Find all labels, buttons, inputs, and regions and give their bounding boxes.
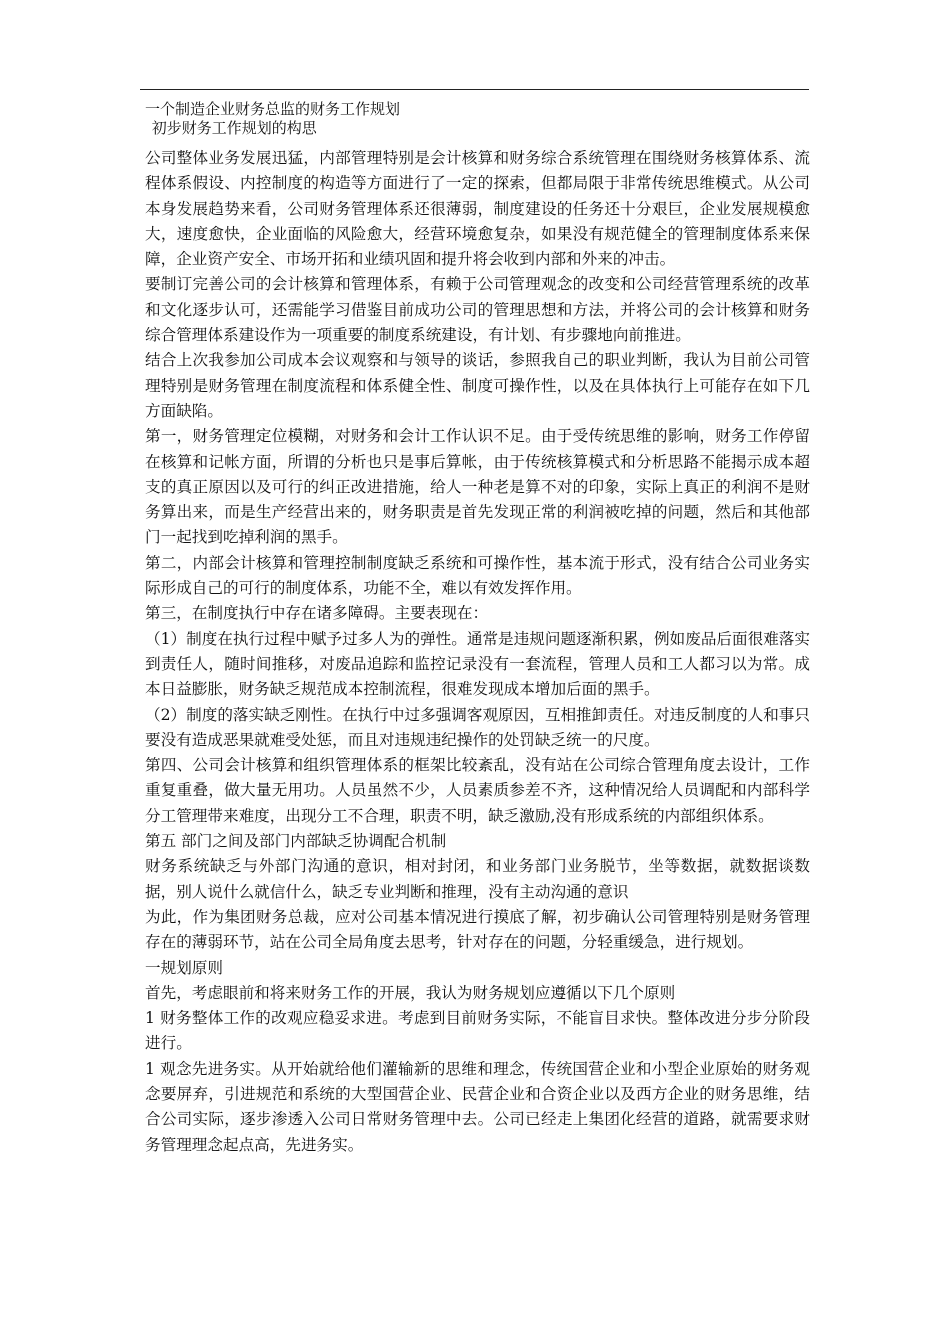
- document-body: [145, 100, 810, 1158]
- paragraph: 公司整体业务发展迅猛，内部管理特别是会计核算和财务综合系统管理在围绕财务核算体系、流程体系假设、内控制度的构造等方面进行了一定的探索，但都局限于非常传统思维模式。从公司本身发展趋势来看，公司财务管理体系还很薄弱，制度建设的任务还十分艰巨，企业发展规模愈大，速度愈快，企业面临的风险愈大，经营环境愈复杂，如果没有规范健全的管理制度体系来保障，企业资产安全、市场开拓和业绩巩固和提升将会收到内部和外来的冲击。: [145, 149, 810, 269]
- document-subtitle: 初步财务工作规划的构思: [151, 119, 317, 137]
- paragraph: 第四、公司会计核算和组织管理体系的框架比较紊乱，没有站在公司综合管理角度去设计，工作重复重叠，做大量无用功。人员虽然不少，人员素质参差不齐，这种情况给人员调配和内部科学分工管理带来难度，出现分工不合理，职责不明，缺乏激励,没有形成系统的内部组织体系。: [145, 756, 810, 825]
- header-rule: [140, 89, 809, 90]
- paragraph: 第三，在制度执行中存在诸多障碍。主要表现在：: [145, 604, 489, 623]
- paragraph: 第一，财务管理定位模糊，对财务和会计工作认识不足。由于受传统思维的影响，财务工作停留在核算和记帐方面，所谓的分析也只是事后算帐，由于传统核算模式和分析思路不能揭示成本超支的真正原因以及可行的纠正改进措施，给人一种老是算不对的印象，实际上真正的利润不是财务算出来，而是生产经营出来的，财务职责是首先发现正常的利润被吃掉的问题，然后和其他部门一起找到吃掉利润的黑手。: [145, 427, 810, 547]
- paragraph: 结合上次我参加公司成本会议观察和与领导的谈话，参照我自己的职业判断，我认为目前公司管理特别是财务管理在制度流程和体系健全性、制度可操作性，以及在具体执行上可能存在如下几方面缺陷。: [145, 351, 810, 420]
- document-title: 一个制造企业财务总监的财务工作规划: [145, 100, 401, 118]
- paragraph: （1）制度在执行过程中赋予过多人为的弹性。通常是违规问题逐渐积累，例如废品后面很难落实到责任人，随时间推移，对废品追踪和监控记录没有一套流程，管理人员和工人都习以为常。成本日益膨胀，财务缺乏规范成本控制流程，很难发现成本增加后面的黑手。: [145, 629, 810, 699]
- paragraph: 第二，内部会计核算和管理控制制度缺乏系统和可操作性，基本流于形式，没有结合公司业务实际形成自己的可行的制度体系，功能不全，难以有效发挥作用。: [145, 553, 810, 598]
- paragraph: 要制订完善公司的会计核算和管理体系，有赖于公司管理观念的改变和公司经营管理系统的改革和文化逐步认可，还需能学习借鉴目前成功公司的管理思想和方法，并将公司的会计核算和财务综合管理体系建设作为一项重要的制度系统建设，有计划、有步骤地向前推进。: [145, 275, 810, 345]
- paragraph: 1 观念先进务实。从开始就给他们灌输新的思维和理念，传统国营企业和小型企业原始的财务观念要屏弃，引进规范和系统的大型国营企业、民营企业和合资企业以及西方企业的财务思维，结合公司实际，逐步渗透入公司日常财务管理中去。公司已经走上集团化经营的道路，就需要求财务管理理念起点高，先进务实。: [145, 1059, 810, 1154]
- section-heading: 第五 部门之间及部门内部缺乏协调配合机制: [145, 832, 447, 851]
- paragraph: 财务系统缺乏与外部门沟通的意识，相对封闭，和业务部门业务脱节，坐等数据，就数据谈数据，别人说什么就信什么，缺乏专业判断和推理，没有主动沟通的意识: [145, 857, 810, 901]
- paragraph: 首先，考虑眼前和将来财务工作的开展，我认为财务规划应遵循以下几个原则: [145, 983, 676, 1002]
- paragraph: （2）制度的落实缺乏刚性。在执行中过多强调客观原因，互相推卸责任。对违反制度的人和事只要没有造成恶果就难受处惩，而且对违规违纪操作的处罚缺乏统一的尺度。: [145, 705, 810, 749]
- paragraph: 为此，作为集团财务总裁，应对公司基本情况进行摸底了解，初步确认公司管理特别是财务管理存在的薄弱环节，站在公司全局角度去思考，针对存在的问题，分轻重缓急，进行规划。: [145, 907, 810, 952]
- section-heading: 一规划原则: [145, 958, 223, 977]
- paragraph: 1 财务整体工作的改观应稳妥求进。考虑到目前财务实际，不能盲目求快。整体改进分步分阶段进行。: [145, 1009, 810, 1053]
